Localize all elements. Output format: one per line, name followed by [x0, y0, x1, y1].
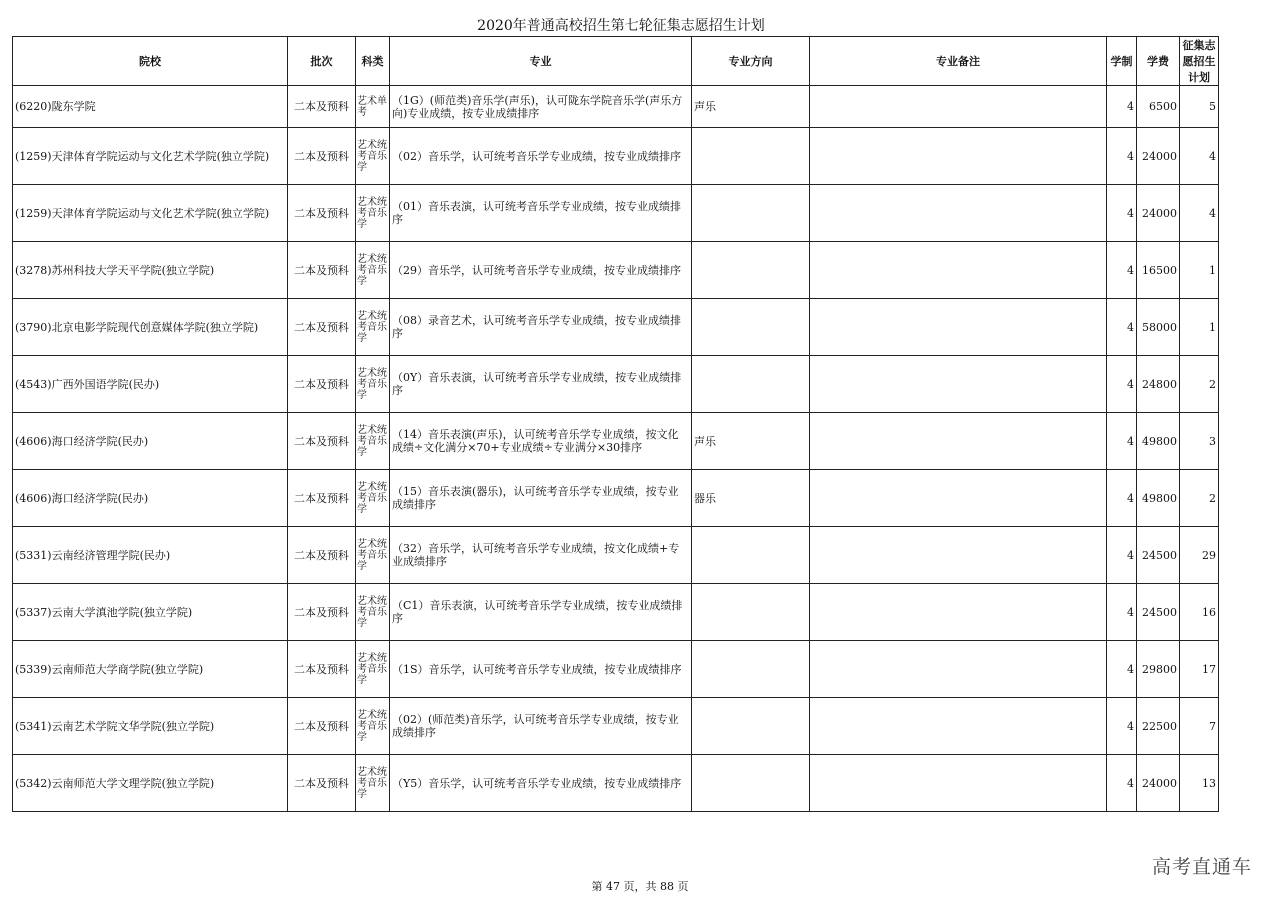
cell-batch: 二本及预科 [288, 641, 356, 698]
cell-remark [810, 86, 1107, 128]
cell-school: (5339)云南师范大学商学院(独立学院) [13, 641, 288, 698]
cell-direction: 声乐 [692, 413, 810, 470]
cell-direction [692, 641, 810, 698]
cell-major: （1G）(师范类)音乐学(声乐)，认可陇东学院音乐学(声乐方向)专业成绩，按专业成绩排序 [390, 86, 692, 128]
cell-fee: 24500 [1137, 584, 1180, 641]
cell-direction: 声乐 [692, 86, 810, 128]
cell-remark [810, 242, 1107, 299]
cell-plan: 13 [1180, 755, 1219, 812]
watermark-logo: 高考直通车 [1151, 856, 1252, 878]
table-row [13, 470, 1219, 527]
cell-years: 4 [1107, 698, 1137, 755]
page-title: 2020年普通高校招生第七轮征集志愿招生计划 [477, 18, 765, 34]
cell-category: 艺术统考音乐学 [356, 470, 390, 527]
table-row [13, 128, 1219, 185]
cell-direction [692, 242, 810, 299]
cell-fee: 16500 [1137, 242, 1180, 299]
cell-remark [810, 698, 1107, 755]
header-direction: 专业方向 [692, 37, 810, 86]
cell-school: (6220)陇东学院 [13, 86, 288, 128]
cell-major: （32）音乐学，认可统考音乐学专业成绩，按文化成绩+专业成绩排序 [390, 527, 692, 584]
cell-fee: 49800 [1137, 413, 1180, 470]
cell-category: 艺术统考音乐学 [356, 242, 390, 299]
cell-plan: 4 [1180, 128, 1219, 185]
cell-plan: 3 [1180, 413, 1219, 470]
cell-major: （08）录音艺术，认可统考音乐学专业成绩，按专业成绩排序 [390, 299, 692, 356]
cell-remark [810, 641, 1107, 698]
cell-batch: 二本及预科 [288, 356, 356, 413]
cell-remark [810, 584, 1107, 641]
table-row [13, 242, 1219, 299]
cell-plan: 16 [1180, 584, 1219, 641]
cell-category: 艺术统考音乐学 [356, 185, 390, 242]
header-batch: 批次 [288, 37, 356, 86]
cell-major: （14）音乐表演(声乐)，认可统考音乐学专业成绩，按文化成绩÷文化满分×70+专业成绩÷专业满分×30排序 [390, 413, 692, 470]
cell-fee: 58000 [1137, 299, 1180, 356]
cell-school: (1259)天津体育学院运动与文化艺术学院(独立学院) [13, 128, 288, 185]
cell-category: 艺术统考音乐学 [356, 698, 390, 755]
cell-category: 艺术统考音乐学 [356, 356, 390, 413]
cell-school: (4606)海口经济学院(民办) [13, 470, 288, 527]
cell-direction [692, 698, 810, 755]
cell-school: (4543)广西外国语学院(民办) [13, 356, 288, 413]
cell-school: (5337)云南大学滇池学院(独立学院) [13, 584, 288, 641]
table-header-row [13, 37, 1219, 86]
table-row [13, 413, 1219, 470]
cell-remark [810, 755, 1107, 812]
cell-fee: 6500 [1137, 86, 1180, 128]
cell-remark [810, 356, 1107, 413]
cell-direction [692, 299, 810, 356]
cell-direction [692, 128, 810, 185]
cell-category: 艺术统考音乐学 [356, 584, 390, 641]
cell-batch: 二本及预科 [288, 185, 356, 242]
cell-batch: 二本及预科 [288, 128, 356, 185]
cell-remark [810, 413, 1107, 470]
header-remark: 专业备注 [810, 37, 1107, 86]
cell-direction [692, 584, 810, 641]
cell-years: 4 [1107, 641, 1137, 698]
cell-years: 4 [1107, 128, 1137, 185]
page-footer: 第 47 页，共 88 页 [591, 880, 689, 893]
cell-school: (3790)北京电影学院现代创意媒体学院(独立学院) [13, 299, 288, 356]
cell-plan: 2 [1180, 356, 1219, 413]
cell-category: 艺术统考音乐学 [356, 641, 390, 698]
cell-school: (5331)云南经济管理学院(民办) [13, 527, 288, 584]
cell-category: 艺术统考音乐学 [356, 128, 390, 185]
cell-fee: 24800 [1137, 356, 1180, 413]
cell-plan: 17 [1180, 641, 1219, 698]
cell-major: （15）音乐表演(器乐)，认可统考音乐学专业成绩，按专业成绩排序 [390, 470, 692, 527]
cell-plan: 4 [1180, 185, 1219, 242]
cell-school: (4606)海口经济学院(民办) [13, 413, 288, 470]
cell-batch: 二本及预科 [288, 299, 356, 356]
cell-batch: 二本及预科 [288, 698, 356, 755]
cell-major: （01）音乐表演，认可统考音乐学专业成绩，按专业成绩排序 [390, 185, 692, 242]
header-school: 院校 [13, 37, 288, 86]
header-major: 专业 [390, 37, 692, 86]
cell-remark [810, 527, 1107, 584]
cell-major: （0Y）音乐表演，认可统考音乐学专业成绩，按专业成绩排序 [390, 356, 692, 413]
cell-years: 4 [1107, 413, 1137, 470]
cell-batch: 二本及预科 [288, 413, 356, 470]
cell-direction [692, 527, 810, 584]
cell-major: （29）音乐学，认可统考音乐学专业成绩，按专业成绩排序 [390, 242, 692, 299]
header-years: 学制 [1107, 37, 1137, 86]
cell-category: 艺术统考音乐学 [356, 413, 390, 470]
cell-years: 4 [1107, 584, 1137, 641]
cell-fee: 29800 [1137, 641, 1180, 698]
cell-remark [810, 185, 1107, 242]
table-row [13, 641, 1219, 698]
cell-major: （Y5）音乐学，认可统考音乐学专业成绩，按专业成绩排序 [390, 755, 692, 812]
cell-plan: 7 [1180, 698, 1219, 755]
cell-direction [692, 755, 810, 812]
cell-years: 4 [1107, 755, 1137, 812]
cell-remark [810, 299, 1107, 356]
cell-major: （C1）音乐表演，认可统考音乐学专业成绩，按专业成绩排序 [390, 584, 692, 641]
cell-batch: 二本及预科 [288, 527, 356, 584]
table-row [13, 698, 1219, 755]
cell-years: 4 [1107, 185, 1137, 242]
cell-category: 艺术单考 [356, 86, 390, 128]
cell-direction [692, 185, 810, 242]
header-plan: 征集志愿招生计划 [1180, 37, 1219, 86]
table-row [13, 299, 1219, 356]
cell-batch: 二本及预科 [288, 584, 356, 641]
cell-batch: 二本及预科 [288, 755, 356, 812]
cell-school: (1259)天津体育学院运动与文化艺术学院(独立学院) [13, 185, 288, 242]
cell-plan: 1 [1180, 299, 1219, 356]
cell-years: 4 [1107, 356, 1137, 413]
cell-major: （02）(师范类)音乐学，认可统考音乐学专业成绩，按专业成绩排序 [390, 698, 692, 755]
cell-plan: 1 [1180, 242, 1219, 299]
table-row [13, 527, 1219, 584]
cell-fee: 24000 [1137, 755, 1180, 812]
cell-school: (5342)云南师范大学文理学院(独立学院) [13, 755, 288, 812]
cell-plan: 2 [1180, 470, 1219, 527]
cell-school: (3278)苏州科技大学天平学院(独立学院) [13, 242, 288, 299]
table-row [13, 185, 1219, 242]
cell-fee: 22500 [1137, 698, 1180, 755]
header-category: 科类 [356, 37, 390, 86]
cell-category: 艺术统考音乐学 [356, 755, 390, 812]
cell-plan: 29 [1180, 527, 1219, 584]
cell-major: （02）音乐学，认可统考音乐学专业成绩，按专业成绩排序 [390, 128, 692, 185]
cell-batch: 二本及预科 [288, 242, 356, 299]
cell-batch: 二本及预科 [288, 470, 356, 527]
cell-category: 艺术统考音乐学 [356, 299, 390, 356]
cell-years: 4 [1107, 527, 1137, 584]
cell-category: 艺术统考音乐学 [356, 527, 390, 584]
cell-direction [692, 356, 810, 413]
table-row [13, 584, 1219, 641]
table-row [13, 755, 1219, 812]
cell-batch: 二本及预科 [288, 86, 356, 128]
cell-plan: 5 [1180, 86, 1219, 128]
cell-years: 4 [1107, 299, 1137, 356]
cell-remark [810, 470, 1107, 527]
cell-direction: 器乐 [692, 470, 810, 527]
cell-fee: 24500 [1137, 527, 1180, 584]
cell-fee: 24000 [1137, 185, 1180, 242]
table-row [13, 86, 1219, 128]
cell-years: 4 [1107, 470, 1137, 527]
cell-years: 4 [1107, 242, 1137, 299]
cell-fee: 49800 [1137, 470, 1180, 527]
header-fee: 学费 [1137, 37, 1180, 86]
cell-school: (5341)云南艺术学院文华学院(独立学院) [13, 698, 288, 755]
table-row [13, 356, 1219, 413]
cell-years: 4 [1107, 86, 1137, 128]
enrollment-plan-table [12, 36, 1219, 812]
cell-fee: 24000 [1137, 128, 1180, 185]
cell-major: （1S）音乐学，认可统考音乐学专业成绩，按专业成绩排序 [390, 641, 692, 698]
cell-remark [810, 128, 1107, 185]
